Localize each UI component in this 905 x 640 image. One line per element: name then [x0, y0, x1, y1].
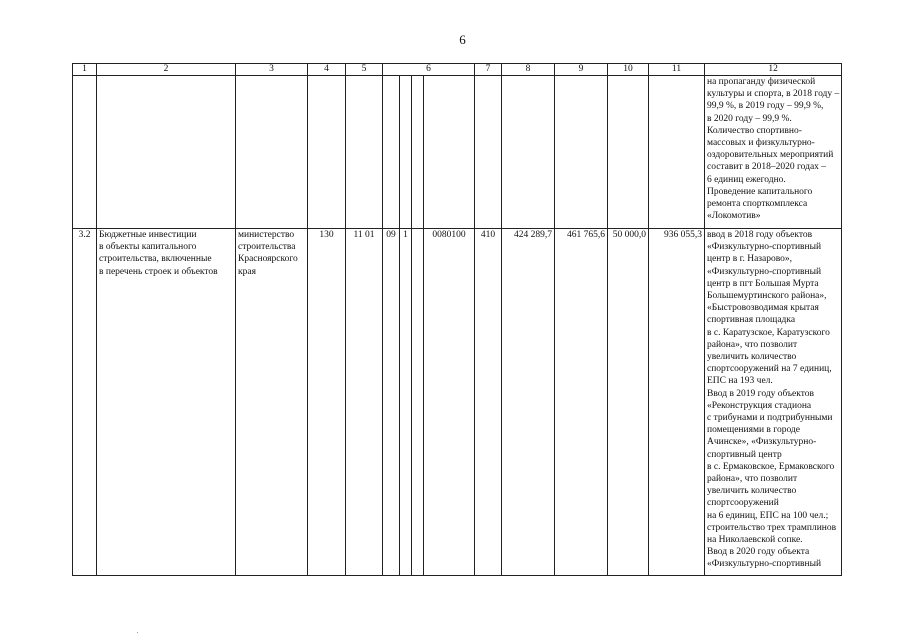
text-line: спортсооружений: [707, 498, 779, 509]
csr-cell: 1: [400, 229, 412, 576]
csr-cell: [412, 229, 424, 576]
text-line: ЕПС на 193 чел.: [707, 376, 773, 387]
text-line: «Физкультурно-спортивный: [707, 559, 822, 570]
header-cell: 1: [73, 64, 97, 76]
text-line: в объекты капитального: [99, 242, 197, 253]
csr-cell: 0080100: [424, 229, 475, 576]
text-line: в перечень строек и объектов: [99, 266, 218, 277]
row-number: 3.2: [73, 229, 97, 576]
text-line: увеличить количество: [707, 486, 797, 497]
text-line: Бюджетные инвестиции: [99, 230, 197, 240]
text-line: «Физкультурно-спортивный: [707, 242, 822, 253]
grbs-cell: 130: [308, 229, 346, 576]
table-cell: [555, 76, 608, 229]
table-row-3-2: [73, 229, 842, 576]
table-cell: [424, 76, 475, 229]
text-line: в с. Ермаковское, Ермаковского: [707, 461, 835, 472]
csr-cell: 09: [383, 229, 400, 576]
text-line: с трибунами и подтрибунными: [707, 413, 833, 424]
header-cell: 4: [308, 64, 346, 76]
header-cell: 8: [502, 64, 555, 76]
table-header-row: [73, 64, 842, 76]
budget-table: [72, 63, 842, 576]
amount-2019-cell: 461 765,6: [555, 229, 608, 576]
table-cell: [412, 76, 424, 229]
vr-cell: 410: [475, 229, 502, 576]
result-cell: [705, 76, 842, 229]
header-cell: 9: [555, 64, 608, 76]
text-line: «Быстровозводимая крытая: [707, 303, 819, 314]
table-cell: [97, 76, 236, 229]
text-line: Ачинске», «Физкультурно-: [707, 437, 817, 448]
text-line: министерство: [238, 230, 295, 240]
table-row-continuation: [73, 76, 842, 229]
text-line: на Николаевской сопке.: [707, 535, 803, 546]
text-line: ремонта спорткомплекса: [707, 199, 808, 210]
text-line: «Физкультурно-спортивный: [707, 266, 822, 277]
text-line: строительства: [238, 242, 296, 253]
text-line: 6 единиц ежегодно.: [707, 174, 786, 185]
header-cell: 2: [97, 64, 236, 76]
page-number: 6: [459, 32, 466, 47]
header-cell: 11: [649, 64, 705, 76]
text-line: строительства, включенные: [99, 254, 212, 265]
text-line: оздоровительных мероприятий: [707, 150, 834, 161]
amount-2018-cell: 424 289,7: [502, 229, 555, 576]
text-line: спортивный центр: [707, 449, 782, 460]
text-line: в 2020 году – 99,9 %.: [707, 113, 792, 124]
table-cell: [608, 76, 649, 229]
table-cell: [383, 76, 400, 229]
table-cell: [475, 76, 502, 229]
text-line: спортсооружений на 7 единиц,: [707, 364, 832, 375]
text-line: культуры и спорта, в 2018 году –: [707, 89, 840, 100]
executor-cell: [236, 229, 308, 576]
text-line: на пропаганду физической: [707, 77, 816, 87]
text-line: Красноярского: [238, 254, 298, 265]
text-line: Ввод в 2019 году объектов: [707, 388, 815, 399]
text-line: массовых и физкультурно-: [707, 138, 815, 149]
text-line: составит в 2018–2020 годах –: [707, 162, 827, 173]
text-line: в с. Каратузское, Каратузского: [707, 327, 830, 338]
scan-speck: [137, 632, 138, 633]
text-line: Ввод в 2020 году объекта: [707, 547, 810, 558]
text-line: «Локомотив»: [707, 211, 761, 222]
text-line: «Реконструкция стадиона: [707, 400, 812, 411]
result-cell: [705, 229, 842, 576]
text-line: на 6 единиц, ЕПС на 100 чел.;: [707, 510, 829, 521]
text-line: увеличить количество: [707, 352, 797, 363]
header-cell: 7: [475, 64, 502, 76]
table-cell: [346, 76, 383, 229]
row-name-cell: [97, 229, 236, 576]
text-line: центр в г. Назарово»,: [707, 254, 793, 265]
text-line: района», что позволит: [707, 339, 798, 350]
text-line: ввод в 2018 году объектов: [707, 230, 813, 240]
text-line: центр в пгт Большая Мурта: [707, 278, 819, 289]
header-cell: 12: [705, 64, 842, 76]
table-cell: [502, 76, 555, 229]
text-line: спортивная площадка: [707, 315, 796, 326]
text-line: Большемуртинского района»,: [707, 291, 827, 302]
header-cell: 3: [236, 64, 308, 76]
text-line: края: [238, 266, 256, 277]
rzpr-cell: 11 01: [346, 229, 383, 576]
table-cell: [400, 76, 412, 229]
table-cell: [236, 76, 308, 229]
text-line: строительство трех трамплинов: [707, 522, 837, 533]
text-line: Проведение капитального: [707, 186, 813, 197]
text-line: Количество спортивно-: [707, 125, 802, 136]
amount-2020-cell: 50 000,0: [608, 229, 649, 576]
header-cell: 6: [383, 64, 475, 76]
text-line: помещениями в городе: [707, 425, 800, 436]
amount-total-cell: 936 055,3: [649, 229, 705, 576]
table-cell: [649, 76, 705, 229]
table-cell: [308, 76, 346, 229]
text-line: района», что позволит: [707, 474, 798, 485]
header-cell: 5: [346, 64, 383, 76]
header-cell: 10: [608, 64, 649, 76]
text-line: 99,9 %, в 2019 году – 99,9 %,: [707, 101, 824, 112]
table-cell: [73, 76, 97, 229]
